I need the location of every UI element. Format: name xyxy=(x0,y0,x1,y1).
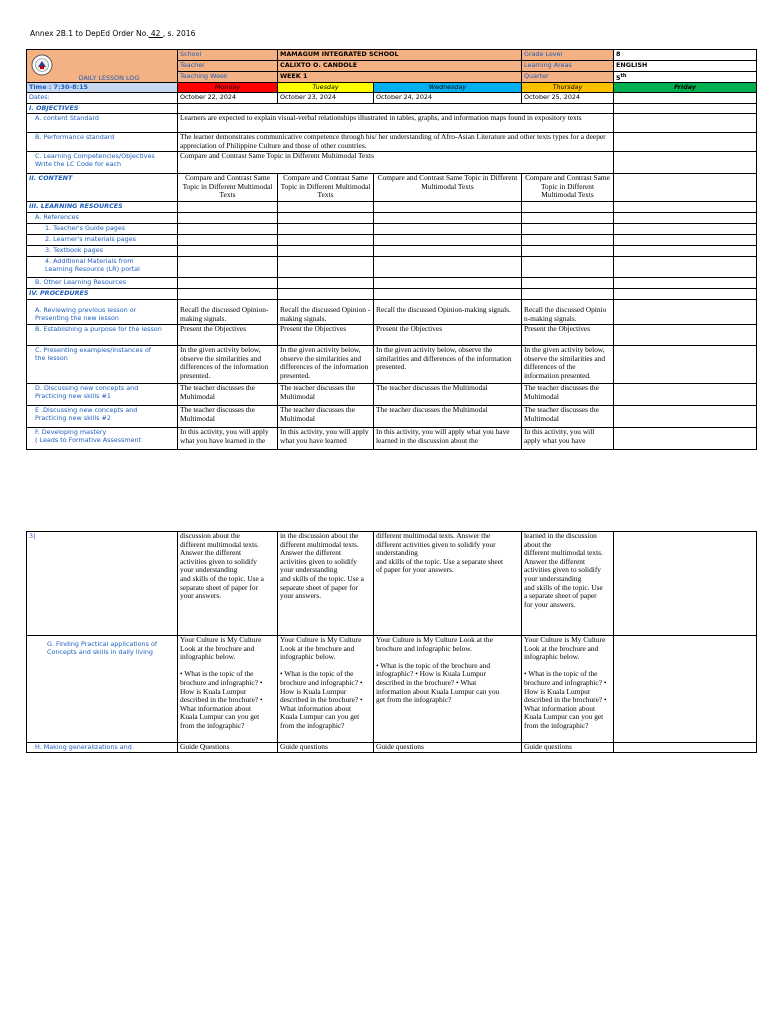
proc-c-thursday: In the given activity below, observe the similarities and differences of the information presented. xyxy=(522,346,614,384)
area-label: Learning Areas xyxy=(522,61,614,72)
proc-e-monday: The teacher discusses the Multimodal xyxy=(178,406,278,428)
annex-prefix: Annex 2B.1 to DepEd Order No. xyxy=(30,29,149,38)
proc-f-tuesday: In this activity, you will apply what you have learned xyxy=(278,428,374,450)
date-tuesday: October 23, 2024 xyxy=(278,93,374,104)
dates-label: Dates: xyxy=(27,93,178,104)
proc-b-friday xyxy=(614,325,757,346)
performance-standard-value: The learner demonstrates communicative competence through his/ her understanding of Afro-Asian Literature and other texts types for a deeper appreciation of Philippine Culture and those of other countries. xyxy=(178,133,614,152)
annex-reference xyxy=(30,29,195,38)
proc-b-tuesday: Present the Objectives xyxy=(278,325,374,346)
proc-a-monday: Recall the discussed Opinion-making signals. xyxy=(178,300,278,325)
proc-d-label: D. Discussing new concepts and Practicing new skills #1 xyxy=(27,384,178,406)
deped-seal-icon xyxy=(31,54,53,76)
date-friday xyxy=(614,93,757,104)
teachers-guide-label: 1. Teacher's Guide pages xyxy=(27,224,178,235)
cell xyxy=(178,235,278,246)
proc-g-tuesday: Your Culture is My Culture Look at the brochure and infographic below. • What is the topic of the brochure and infographic? • How is Kuala Lumpur described in the brochure? • What information about Kuala Lumpur can you get from the infographic? xyxy=(278,636,374,743)
cell xyxy=(614,235,757,246)
proc-g-wednesday: Your Culture is My Culture Look at the brochure and infographic below. • What is the topic of the brochure and infographic? • How is Kuala Lumpur described in the brochure? • What information about Kuala Lumpur can you get from the infographic? xyxy=(374,636,522,743)
performance-standard-friday xyxy=(614,133,757,152)
proc-a-wednesday: Recall the discussed Opinion-making signals. xyxy=(374,300,522,325)
cell xyxy=(278,257,374,278)
grade-value: 8 xyxy=(614,50,757,61)
additional-materials-label: 4. Additional Materials from Learning Resource (LR) portal xyxy=(27,257,178,278)
day-friday: Friday xyxy=(614,83,757,93)
proc-f-continued-friday xyxy=(614,532,757,636)
proc-b-monday: Present the Objectives xyxy=(178,325,278,346)
cell xyxy=(614,213,757,224)
proc-d-wednesday: The teacher discusses the Multimodal xyxy=(374,384,522,406)
proc-c-friday xyxy=(614,346,757,384)
proc-f-monday: In this activity, you will apply what you have learned in the xyxy=(178,428,278,450)
day-thursday: Thursday xyxy=(522,83,614,93)
teacher-value: CALIXTO O. CANDOLE xyxy=(278,61,522,72)
cell xyxy=(374,257,522,278)
proc-g-thursday: Your Culture is My Culture Look at the brochure and infographic below. • What is the topic of the brochure and infographic? • How is Kuala Lumpur described in the brochure? • What information about Kuala Lumpur can you get from the infographic? xyxy=(522,636,614,743)
proc-h-wednesday: Guide questions xyxy=(374,743,522,753)
cell xyxy=(522,224,614,235)
proc-h-tuesday: Guide questions xyxy=(278,743,374,753)
proc-b-label: B. Establishing a purpose for the lesson xyxy=(27,325,178,346)
content-tuesday: Compare and Contrast Same Topic in Different Multimodal Texts xyxy=(278,174,374,202)
cell xyxy=(278,278,374,289)
cell xyxy=(614,224,757,235)
cell xyxy=(178,257,278,278)
cell xyxy=(374,246,522,257)
learners-materials-label: 2. Learner's materials pages xyxy=(27,235,178,246)
teacher-label: Teacher xyxy=(178,61,278,72)
proc-h-thursday: Guide questions xyxy=(522,743,614,753)
cell xyxy=(522,257,614,278)
proc-e-tuesday: The teacher discusses the Multimodal xyxy=(278,406,374,428)
school-label: School xyxy=(178,50,278,61)
proc-e-thursday: The teacher discusses the Multimodal xyxy=(522,406,614,428)
cell xyxy=(278,202,374,213)
resources-heading: III. LEARNING RESOURCES xyxy=(27,202,178,213)
proc-f-thursday: In this activity, you will apply what you have xyxy=(522,428,614,450)
proc-c-wednesday: In the given activity below, observe the similarities and differences of the information presented. xyxy=(374,346,522,384)
quarter-value xyxy=(614,72,757,83)
cell xyxy=(278,289,374,300)
cell xyxy=(614,257,757,278)
cell xyxy=(522,246,614,257)
cell xyxy=(278,224,374,235)
objectives-friday xyxy=(614,104,757,114)
quarter-label: Quarter xyxy=(522,72,614,83)
cell xyxy=(614,278,757,289)
cell xyxy=(278,213,374,224)
grade-label: Grade Level xyxy=(522,50,614,61)
proc-f-continued-label: 3) xyxy=(27,532,178,636)
cell xyxy=(614,202,757,213)
date-thursday: October 25, 2024 xyxy=(522,93,614,104)
proc-f-continued-thursday: learned in the discussion about the different multimodal texts. Answer the different activities given to solidify your understanding and skills of the topic. Use a separate sheet of paper for your answers. xyxy=(522,532,614,636)
cell xyxy=(178,202,278,213)
day-wednesday: Wednesday xyxy=(374,83,522,93)
references-label: A. References xyxy=(27,213,178,224)
cell xyxy=(614,246,757,257)
proc-d-tuesday: The teacher discusses the Multimodal xyxy=(278,384,374,406)
cell xyxy=(178,289,278,300)
cell xyxy=(178,224,278,235)
school-value: MAMAGUM INTEGRATED SCHOOL xyxy=(278,50,522,61)
content-wednesday: Compare and Contrast Same Topic in Different Multimodal Texts xyxy=(374,174,522,202)
date-wednesday: October 24, 2024 xyxy=(374,93,522,104)
proc-e-label: E .Discussing new concepts and Practicing new skills #2 xyxy=(27,406,178,428)
quarter-suffix: th xyxy=(620,73,627,79)
competencies-value: Compare and Contrast Same Topic in Different Multimodal Texts xyxy=(178,152,614,174)
week-label: Teaching Week xyxy=(178,72,278,83)
daily-lesson-log-table-page1 xyxy=(26,49,757,450)
date-monday: October 22, 2024 xyxy=(178,93,278,104)
proc-e-friday xyxy=(614,406,757,428)
cell xyxy=(178,213,278,224)
cell xyxy=(374,278,522,289)
proc-a-thursday: Recall the discussed Opinio n-making signals. xyxy=(522,300,614,325)
proc-h-label: H. Making generalizations and xyxy=(27,743,178,753)
proc-h-monday: Guide Questions xyxy=(178,743,278,753)
proc-g-friday xyxy=(614,636,757,743)
proc-f-label: F. Developing mastery ( Leads to Formative Assessment xyxy=(27,428,178,450)
proc-b-thursday: Present the Objectives xyxy=(522,325,614,346)
proc-g-monday: Your Culture is My Culture Look at the brochure and infographic below. • What is the topic of the brochure and infographic? • How is Kuala Lumpur described in the brochure? • What information about Kuala Lumpur can you get from the infographic? xyxy=(178,636,278,743)
objectives-blank xyxy=(178,104,614,114)
other-resources-label: B. Other Learning Resources xyxy=(27,278,178,289)
cell xyxy=(278,246,374,257)
cell xyxy=(374,235,522,246)
proc-a-tuesday: Recall the discussed Opinion -making signals. xyxy=(278,300,374,325)
cell xyxy=(178,246,278,257)
day-monday: Monday xyxy=(178,83,278,93)
dll-title: DAILY LESSON LOG xyxy=(78,74,140,83)
proc-d-monday: The teacher discusses the Multimodal xyxy=(178,384,278,406)
cell xyxy=(374,202,522,213)
proc-f-continued-monday: discussion about the different multimodal texts. Answer the different activities given to solidify your understanding and skills of the topic. Use a separate sheet of paper for your answers. xyxy=(178,532,278,636)
procedures-heading: IV. PROCEDURES xyxy=(27,289,178,300)
proc-a-friday xyxy=(614,300,757,325)
proc-c-monday: In the given activity below, observe the similarities and differences of the information presented. xyxy=(178,346,278,384)
day-tuesday: Tuesday xyxy=(278,83,374,93)
competencies-friday xyxy=(614,152,757,174)
dll-title-cell xyxy=(27,50,178,83)
proc-h-friday xyxy=(614,743,757,753)
content-standard-label: A. content Standard xyxy=(27,114,178,133)
proc-f-wednesday: In this activity, you will apply what you have learned in the discussion about the xyxy=(374,428,522,450)
content-standard-friday xyxy=(614,114,757,133)
proc-d-thursday: The teacher discusses the Multimodal xyxy=(522,384,614,406)
cell xyxy=(278,235,374,246)
proc-a-label: A. Reviewing previous lesson or Presenting the new lesson xyxy=(27,300,178,325)
quarter-number: 5 xyxy=(616,74,621,83)
content-monday: Compare and Contrast Same Topic in Different Multimodal Texts xyxy=(178,174,278,202)
cell xyxy=(522,278,614,289)
cell xyxy=(374,213,522,224)
cell xyxy=(522,289,614,300)
cell xyxy=(522,213,614,224)
proc-f-continued-wednesday: different multimodal texts. Answer the different activities given to solidify your understanding and skills of the topic. Use a separate sheet of paper for your answers. xyxy=(374,532,522,636)
proc-c-label: C. Presenting examples/instances of the lesson xyxy=(27,346,178,384)
proc-e-wednesday: The teacher discusses the Multimodal xyxy=(374,406,522,428)
content-standard-value: Learners are expected to explain visual-verbal relationships illustrated in tables, graphs, and information maps found in expository texts xyxy=(178,114,614,133)
content-heading: II. CONTENT xyxy=(27,174,178,202)
area-value: ENGLISH xyxy=(614,61,757,72)
competencies-label: C. Learning Competencies/Objectives Write the LC Code for each xyxy=(27,152,178,174)
daily-lesson-log-table-page2 xyxy=(26,531,757,753)
cell xyxy=(374,224,522,235)
textbook-label: 3. Textbook pages xyxy=(27,246,178,257)
proc-c-tuesday: In the given activity below, observe the similarities and differences of the information presented. xyxy=(278,346,374,384)
proc-f-friday xyxy=(614,428,757,450)
cell xyxy=(522,202,614,213)
proc-d-friday xyxy=(614,384,757,406)
performance-standard-label: B. Performance standard xyxy=(27,133,178,152)
time-cell: Time : 7:30-8:15 xyxy=(27,83,178,93)
objectives-heading: I. OBJECTIVES xyxy=(27,104,178,114)
content-thursday: Compare and Contrast Same Topic in Different Multimodal Texts xyxy=(522,174,614,202)
annex-suffix: , s. 2016 xyxy=(162,29,196,38)
proc-g-label: G. Finding Practical applications of Concepts and skills in daily living xyxy=(27,636,178,743)
cell xyxy=(522,235,614,246)
cell xyxy=(614,289,757,300)
cell xyxy=(374,289,522,300)
cell xyxy=(178,278,278,289)
week-value: WEEK 1 xyxy=(278,72,522,83)
content-friday xyxy=(614,174,757,202)
proc-b-wednesday: Present the Objectives xyxy=(374,325,522,346)
proc-f-continued-tuesday: in the discussion about the different multimodal texts. Answer the different activities given to solidify your understanding and skills of the topic. Use a separate sheet of paper for your answers. xyxy=(278,532,374,636)
annex-order-no: 42 xyxy=(148,29,163,38)
